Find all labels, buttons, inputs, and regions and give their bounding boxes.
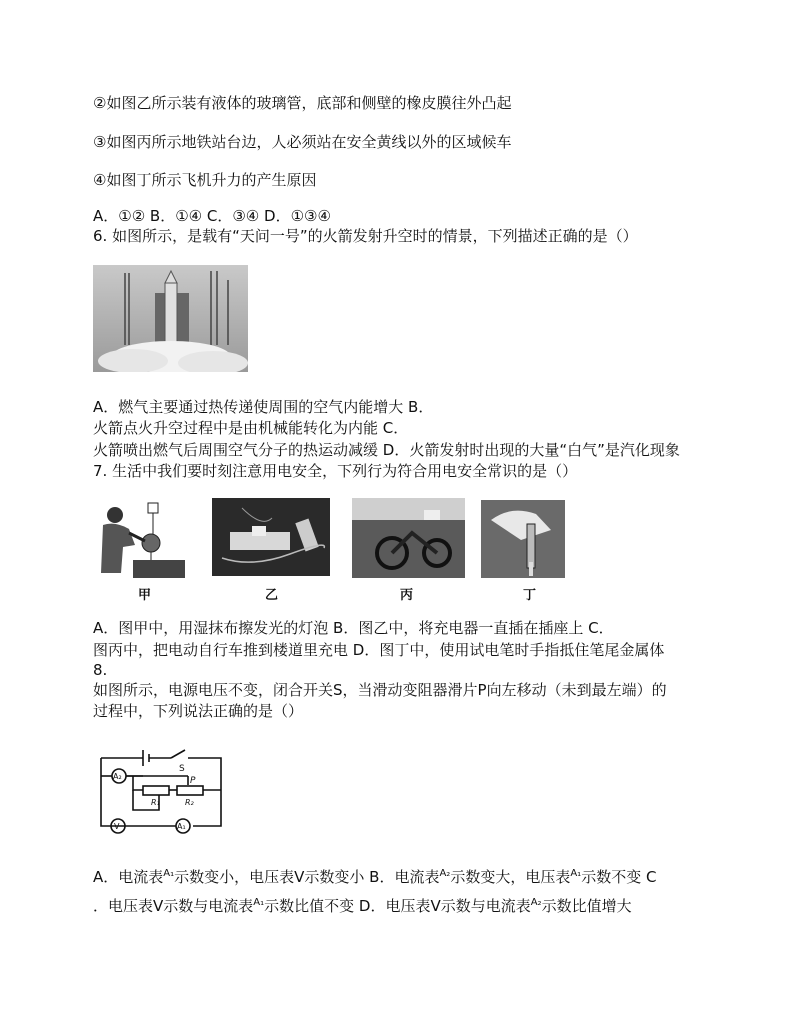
q6-line1: A．燃气主要通过热传递使周围的空气内能增大 B．	[93, 398, 434, 416]
item-4: ④如图丁所示飞机升力的产生原因	[93, 171, 317, 189]
q8-opt-c-2: 示数比值不变 D．电压表V示数与电流表	[264, 897, 531, 915]
q8-opt-a-2: 示数变小，电压表V示数变小 B．电流表	[174, 868, 440, 886]
symbol-a2-d: A₂	[530, 897, 542, 908]
q6-stem: 6. 如图所示，是载有“天问一号”的火箭发射升空时的情景，下列描述正确的是（）	[93, 227, 638, 245]
q8-stem-line1: 如图所示，电源电压不变，闭合开关S，当滑动变阻器滑片P向左移动（未到最左端）的	[93, 681, 667, 699]
circuit-label-a2: A₂	[113, 772, 122, 781]
symbol-a2: A₂	[439, 868, 451, 879]
q7-stem: 7. 生活中我们要时刻注意用电安全，下列行为符合用电安全常识的是（）	[93, 462, 578, 480]
caption-jia: 甲	[138, 588, 152, 603]
caption-ding: 丁	[523, 588, 537, 603]
circuit-label-v: V	[114, 822, 120, 831]
caption-yi: 乙	[265, 588, 279, 603]
rocket-launch-photo	[93, 265, 248, 372]
circuit-label-r2: R₂	[185, 798, 194, 807]
symbol-a1-c: A₁	[253, 897, 265, 908]
q8-opt-a-3: 示数变大，电压表	[450, 868, 571, 886]
q5-options: A．①② B．①④ C．③④ D．①③④	[93, 207, 331, 225]
q8-options-line1	[93, 864, 656, 887]
circuit-label-a1: A₁	[177, 822, 186, 831]
q7-line1: A．图甲中，用湿抹布擦发光的灯泡 B．图乙中，将充电器一直插在插座上 C．	[93, 619, 614, 637]
symbol-a1-b: A₁	[570, 868, 582, 879]
item-2: ②如图乙所示装有液体的玻璃管，底部和侧壁的橡皮膜往外凸起	[93, 94, 512, 112]
circuit-label-p: P	[190, 776, 196, 786]
q8-opt-c-3: 示数比值增大	[541, 897, 632, 915]
q8-opt-a-1: A．电流表	[93, 868, 164, 886]
figure-yi-charger	[212, 498, 330, 576]
q8-opt-a-4: 示数不变 C	[581, 868, 657, 886]
figure-bing-ebike	[352, 498, 465, 578]
item-3: ③如图丙所示地铁站台边，人必须站在安全黄线以外的区域候车	[93, 133, 512, 151]
circuit-diagram	[93, 738, 228, 838]
circuit-label-r1: R₁	[151, 798, 160, 807]
q8-opt-c-1: ．电压表V示数与电流表	[93, 897, 254, 915]
q8-number: 8.	[93, 661, 108, 679]
circuit-label-s: S	[179, 764, 185, 774]
q8-options-line2	[93, 893, 632, 916]
q6-line3: 火箭喷出燃气后周围空气分子的热运动减缓 D．火箭发射时出现的大量“白气”是汽化现象	[93, 441, 680, 459]
symbol-a1: A₁	[163, 868, 175, 879]
q7-line2: 图丙中，把电动自行车推到楼道里充电 D．图丁中，使用试电笔时手指抵住笔尾金属体	[93, 641, 665, 659]
caption-bing: 丙	[400, 588, 414, 603]
figure-jia-wiping-lamp	[93, 495, 188, 580]
q6-line2: 火箭点火升空过程中是由机械能转化为内能 C．	[93, 419, 409, 437]
q8-stem-line2: 过程中，下列说法正确的是（）	[93, 702, 304, 720]
figure-ding-test-pen	[481, 500, 565, 578]
